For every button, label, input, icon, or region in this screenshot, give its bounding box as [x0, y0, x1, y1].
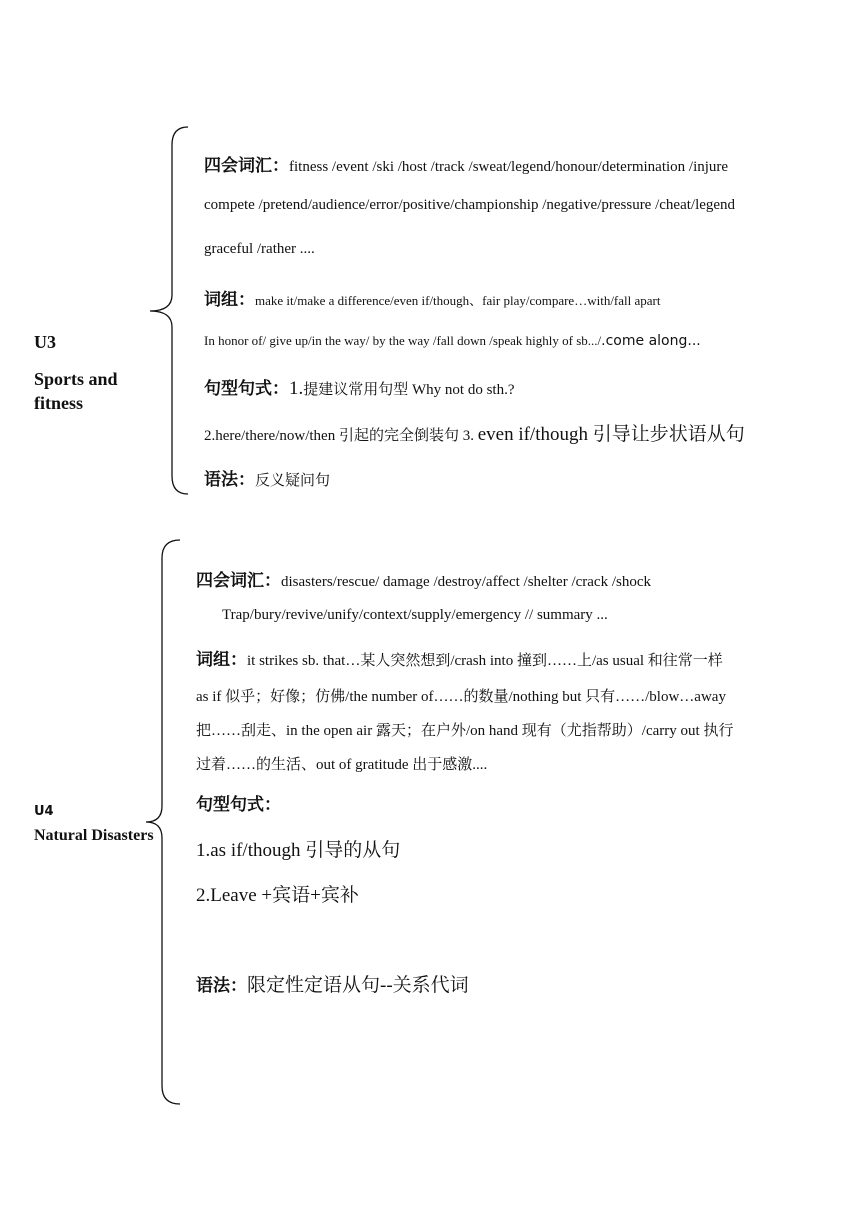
vocabulary-line: graceful /rather ....: [204, 241, 315, 257]
phrase-line: as if 似乎；好像；仿佛/the number of……的数量/nothing but 只有……/blow…away: [196, 689, 726, 705]
section-heading: 句型句式：: [204, 379, 289, 399]
section-heading: 词组：: [196, 650, 247, 670]
phrase-text: In honor of/ give up/in the way/ by the way /fall down /speak highly of sb.../: [204, 333, 602, 348]
phrase-text: it strikes sb. that…某人突然想到/crash into 撞到……上/as usual 和往常一样: [247, 653, 723, 669]
sentence-pattern-line: 2.Leave +宾语+宾补: [196, 885, 359, 906]
vocabulary-line: Trap/bury/revive/unify/context/supply/emergency // summary ...: [222, 607, 608, 623]
unit-code: U4: [34, 804, 54, 819]
vocabulary-line: [196, 566, 651, 591]
unit-title: Natural Disasters: [34, 827, 154, 844]
phrase-line: [204, 285, 660, 310]
section-heading: 语法：: [204, 470, 255, 490]
grammar-line: [196, 970, 469, 997]
sentence-pattern-line: [204, 419, 745, 446]
unit-code: U3: [34, 332, 56, 352]
grammar-text: 反义疑问句: [255, 473, 331, 489]
sentence-pattern-text: 提建议常用句型 Why not do sth.?: [303, 382, 515, 398]
section-heading: 语法：: [196, 976, 247, 996]
section-heading: 句型句式：: [196, 795, 281, 815]
grammar-text: 限定性定语从句--关系代词: [247, 975, 469, 996]
phrase-line: [204, 332, 701, 350]
phrase-text: .come along...: [601, 333, 701, 349]
phrase-line: 过着……的生活、out of gratitude 出于感激....: [196, 757, 488, 773]
phrase-line: 把……刮走、in the open air 露天；在户外/on hand 现有（尤指帮助）/carry out 执行: [196, 723, 734, 739]
section-heading: 词组：: [204, 290, 255, 310]
vocabulary-text: fitness /event /ski /host /track /sweat/legend/honour/determination /injure: [289, 159, 729, 175]
phrase-text: make it/make a difference/even if/though、fair play/compare…with/fall apart: [255, 293, 661, 308]
vocabulary-text: disasters/rescue/ damage /destroy/affect /shelter /crack /shock: [281, 574, 651, 590]
unit-title: Sports and fitness: [34, 369, 118, 413]
sentence-pattern-text: 1.: [289, 378, 304, 399]
sentence-pattern-line: [204, 374, 515, 400]
section-heading: 四会词汇：: [196, 571, 281, 591]
grammar-line: [204, 465, 330, 490]
sentence-pattern-text: 2.here/there/now/then 引起的完全倒装句 3.: [204, 428, 478, 444]
section-heading: 四会词汇：: [204, 156, 289, 176]
sentence-pattern-line: 1.as if/though 引导的从句: [196, 840, 401, 861]
vocabulary-line: [204, 151, 728, 176]
sentence-pattern-text: even if/though 引导让步状语从句: [477, 424, 745, 445]
phrase-line: [196, 645, 723, 670]
vocabulary-line: compete /pretend/audience/error/positive/championship /negative/pressure /cheat/legend: [204, 197, 736, 213]
